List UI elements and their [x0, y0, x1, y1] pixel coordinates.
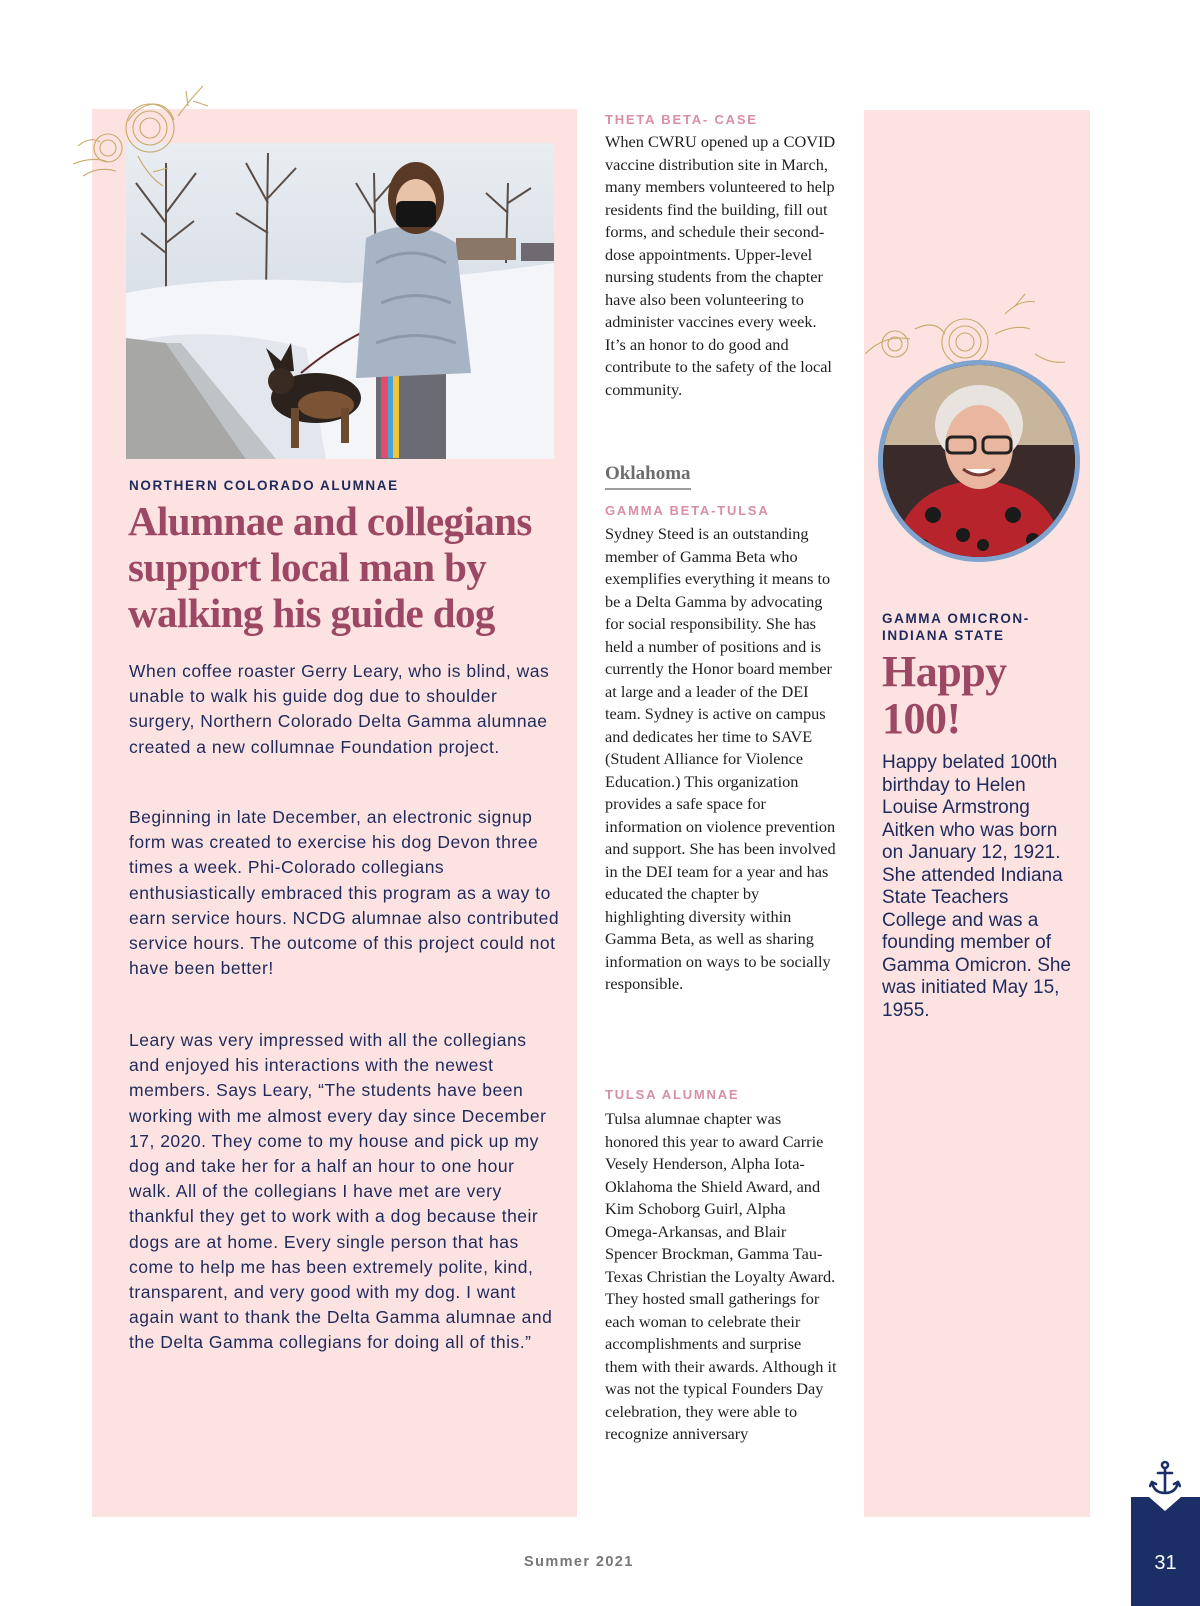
tulsa-alumnae-kicker: TULSA ALUMNAE [605, 1087, 740, 1102]
gamma-beta-kicker: GAMMA BETA-TULSA [605, 503, 770, 518]
theta-beta-kicker: THETA BETA- CASE [605, 112, 758, 127]
left-story-paragraph: When coffee roaster Gerry Leary, who is blind, was unable to walk his guide dog due to shoulder surgery, Northern Colorado Delta Gamma alumnae created a new collumnae Foundation project. [129, 661, 550, 757]
page-number: 31 [1154, 1552, 1177, 1574]
tulsa-alumnae-text: Tulsa alumnae chapter was honored this year to award Carrie Vesely Henderson, Alpha Iota-Oklahoma the Shield Award, and Kim Schoborg Guirl, Alpha Omega-Arkansas, and Blair Spencer Brockman, Gamma Tau-Texas Christian the Loyalty Award. They hosted small gatherings for each woman to celebrate their accomplishments and surprise them with their awards. Although it was not the typical Founders Day celebration, they were able to recognize anniversary [605, 1109, 837, 1443]
issue-label: Summer 2021 [524, 1554, 634, 1570]
right-story-headline: Happy 100! [882, 647, 1007, 743]
right-story-kicker: GAMMA OMICRON-INDIANA STATE [882, 611, 1030, 643]
oklahoma-section-heading [605, 463, 691, 490]
floral-ornament-icon [68, 76, 228, 201]
portrait-frame [878, 360, 1080, 562]
gamma-beta-text: Sydney Steed is an outstanding member of Gamma Beta who exemplifies everything it means to be a Delta Gamma by advocating for social responsibility. She has held a number of positions and is currently the Honor board member at large and a leader of the DEI team. Sydney is active on campus and dedicates her time to SAVE (Student Alliance for Violence Education.) This organization provides a safe space for information on violence prevention and support. She has been involved in the DEI team for a year and has educated the chapter by highlighting diversity within Gamma Beta, as well as sharing information on ways to be socially responsible. [605, 524, 836, 993]
left-story-paragraph: Leary was very impressed with all the collegians and enjoyed his interactions with the newest members. Says Leary, “The students have been working with me almost every day since December 17, 2020. They come to my house and pick up my dog and take her for a half an hour to one hour walk. All of the collegians I have met are very thankful they get to work with a dog because their dogs are at home. Every single person that has come to help me has been extremely polite, kind, transparent, and very good with my dog. I want again want to thank the Delta Gamma alumnae and the Delta Gamma collegians for doing all of this.” [129, 1030, 553, 1353]
centenarian-portrait [883, 365, 1075, 557]
left-story-headline: Alumnae and collegians support local man by walking his guide dog [128, 498, 532, 636]
anchor-icon [1149, 1460, 1181, 1496]
right-story-text: Happy belated 100th birthday to Helen Louise Armstrong Aitken who was born on January 12, 1921. She attended Indiana State Teachers College and was a founding member of Gamma Omicron. She was initiated May 15, 1955. [882, 752, 1071, 1021]
theta-beta-text: When CWRU opened up a COVID vaccine distribution site in March, many members volunteered to help residents find the building, fill out forms, and schedule their second-dose appointments. Upper-level nursing students from the chapter have also been volunteering to administer vaccines every week. It’s an honor to do good and contribute to the safety of the local community. [605, 132, 836, 399]
section-heading-label: Oklahoma [605, 463, 691, 490]
left-story-paragraph: Beginning in late December, an electronic signup form was created to exercise his dog Devon three times a week. Phi-Colorado collegians enthusiastically embraced this program as a way to earn service hours. NCDG alumnae also contributed service hours. The outcome of this project could not have been better! [129, 807, 560, 979]
left-story-kicker: NORTHERN COLORADO ALUMNAE [129, 478, 399, 493]
